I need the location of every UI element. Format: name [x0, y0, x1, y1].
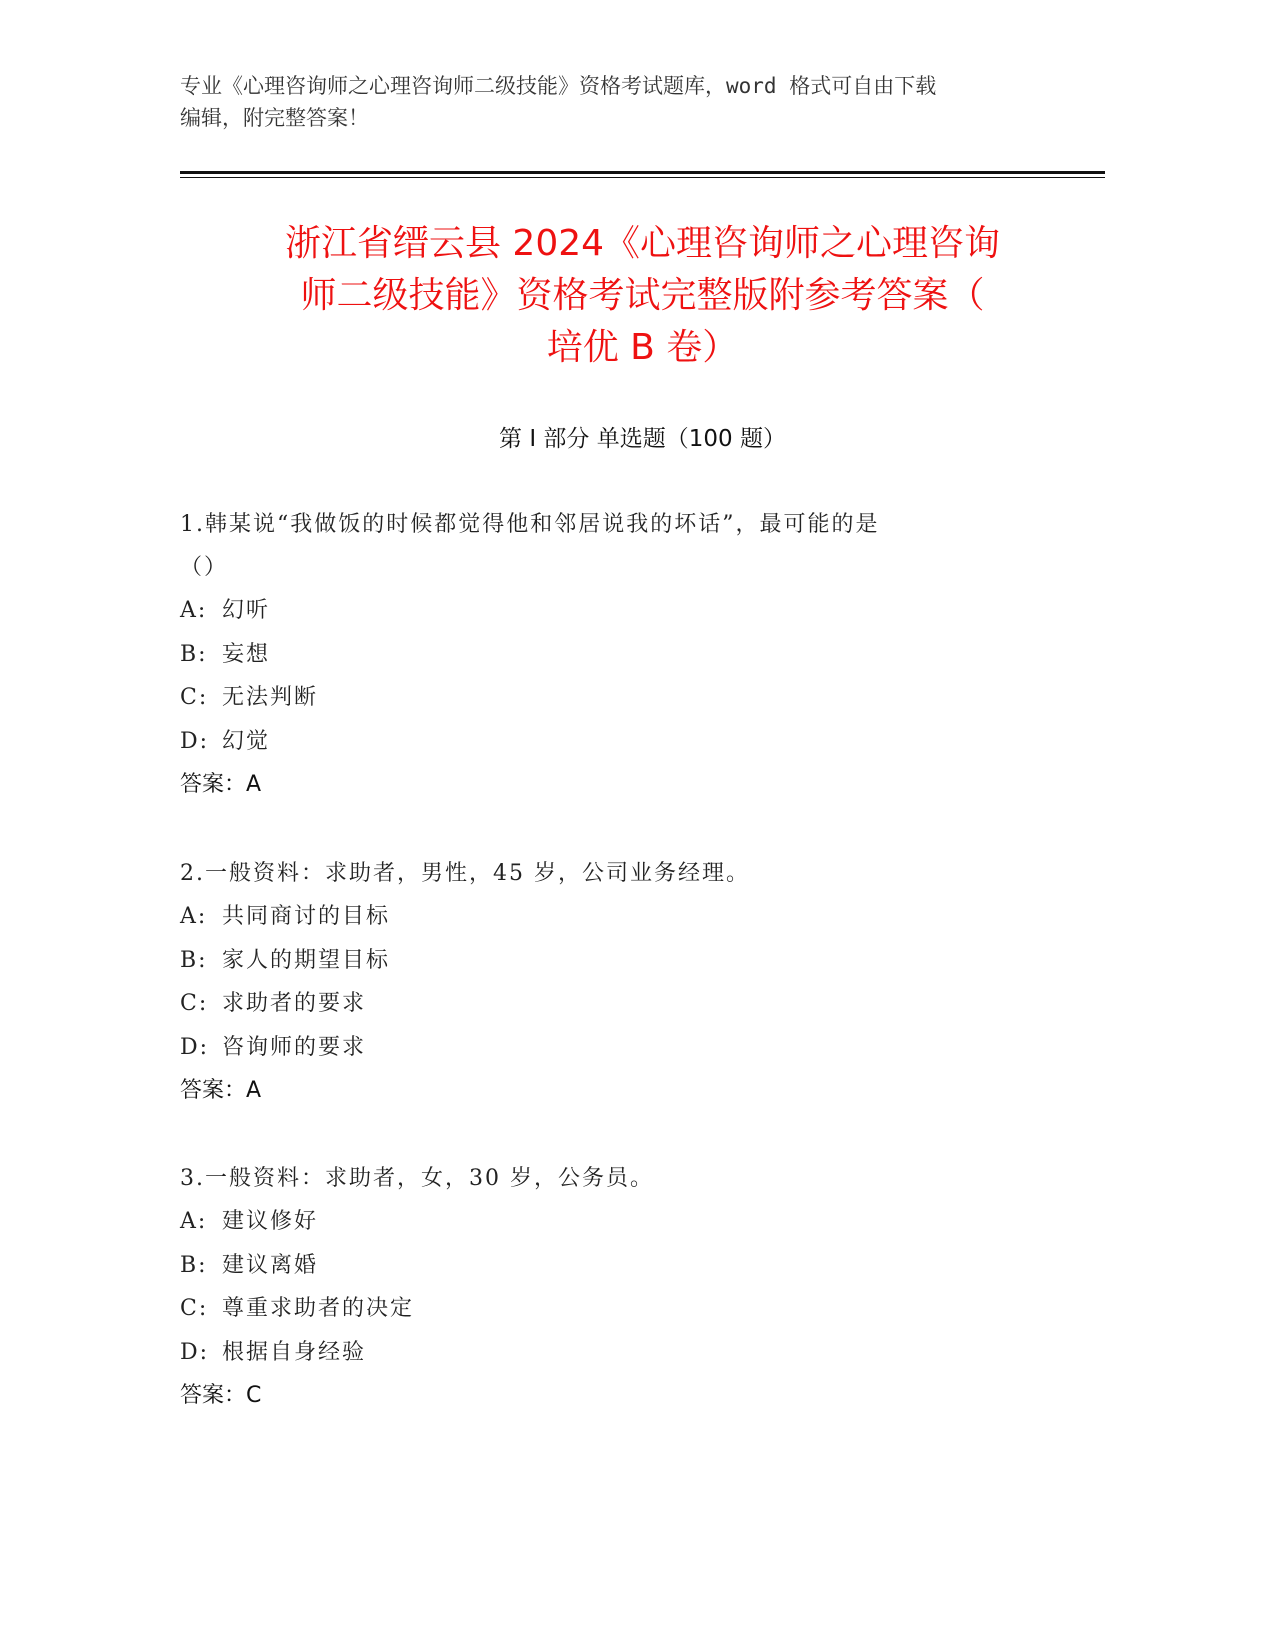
option-key: A:	[180, 904, 208, 929]
question-stem: 1.韩某说“我做饭的时候都觉得他和邻居说我的坏话”，最可能的是	[180, 512, 880, 537]
option-key: D:	[180, 728, 210, 754]
question-block-3	[180, 1157, 1060, 1418]
header-divider-thick	[180, 171, 1105, 174]
question-stem-continued: （）	[180, 555, 229, 580]
option-text: 求助者的要求	[222, 991, 367, 1016]
option-key: B:	[180, 1252, 208, 1278]
option-b	[180, 633, 1060, 677]
answer: 答案：A	[180, 772, 262, 797]
option-text: 幻觉	[222, 728, 271, 754]
option-key: C:	[180, 685, 209, 710]
option-text: 无法判断	[222, 685, 319, 710]
title-line-1: 浙江省缙云县 2024《心理咨询师之心理咨询	[284, 223, 1001, 264]
option-text: 根据自身经验	[222, 1339, 367, 1365]
question-block-2	[180, 852, 1060, 1113]
option-d	[180, 720, 1060, 764]
header-note-line-1: 专业《心理咨询师之心理咨询师二级技能》资格考试题库，word 格式可自由下载	[180, 74, 937, 98]
document-title	[180, 218, 1105, 374]
option-text: 幻听	[222, 598, 271, 623]
option-text: 建议离婚	[222, 1252, 319, 1278]
option-key: B:	[180, 947, 208, 973]
title-line-2: 师二级技能》资格考试完整版附参考答案（	[300, 275, 985, 316]
option-key: C:	[180, 1296, 209, 1321]
title-line-3: 培优 B 卷）	[546, 327, 739, 368]
header-note	[180, 70, 1060, 134]
option-b	[180, 939, 1060, 983]
option-a	[180, 589, 1060, 633]
option-key: D:	[180, 1034, 210, 1060]
option-key: A:	[180, 598, 208, 623]
question-stem: 2.一般资料：求助者，男性，45 岁，公司业务经理。	[180, 861, 750, 886]
option-text: 家人的期望目标	[222, 947, 391, 973]
option-c	[180, 982, 1060, 1026]
option-key: B:	[180, 641, 208, 667]
answer: 答案：A	[180, 1078, 262, 1103]
question-stem: 3.一般资料：求助者，女，30 岁，公务员。	[180, 1166, 654, 1191]
question-block-1	[180, 503, 1060, 807]
option-a	[180, 895, 1060, 939]
option-text: 共同商讨的目标	[222, 904, 391, 929]
option-key: D:	[180, 1339, 210, 1365]
option-b	[180, 1244, 1060, 1288]
option-text: 建议修好	[222, 1209, 319, 1234]
option-c	[180, 1287, 1060, 1331]
option-text: 咨询师的要求	[222, 1034, 367, 1060]
header-divider-thin	[180, 177, 1105, 178]
option-key: A:	[180, 1209, 208, 1234]
option-d	[180, 1331, 1060, 1375]
option-d	[180, 1026, 1060, 1070]
option-text: 妄想	[222, 641, 271, 667]
option-c	[180, 676, 1060, 720]
option-text: 尊重求助者的决定	[222, 1296, 415, 1321]
option-key: C:	[180, 991, 209, 1016]
section-title: 第 I 部分 单选题（100 题）	[499, 426, 786, 452]
answer: 答案：C	[180, 1383, 262, 1408]
option-a	[180, 1200, 1060, 1244]
header-note-line-2: 编辑，附完整答案！	[180, 106, 369, 130]
